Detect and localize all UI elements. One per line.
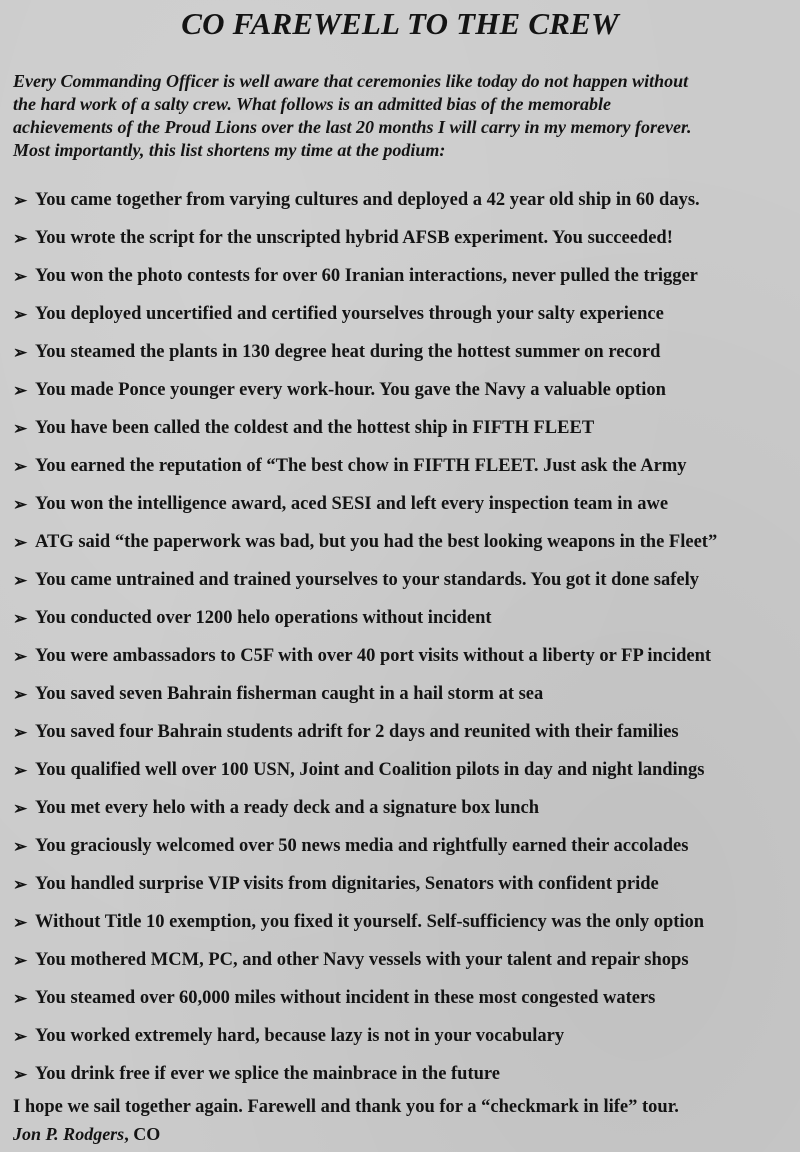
list-item	[13, 333, 800, 371]
list-item-text: You handled surprise VIP visits from dignitaries, Senators with confident pride	[35, 873, 659, 894]
list-item	[13, 979, 800, 1017]
list-item-text: You came untrained and trained yourselves to your standards. You got it done safely	[35, 569, 699, 590]
list-item	[13, 257, 800, 295]
arrow-bullet-icon: ➢	[13, 988, 28, 1008]
list-item	[13, 409, 800, 447]
list-item-text: You graciously welcomed over 50 news media and rightfully earned their accolades	[35, 835, 689, 856]
list-item	[13, 941, 800, 979]
achievement-list	[13, 181, 800, 1093]
list-item-text: You earned the reputation of “The best chow in FIFTH FLEET. Just ask the Army	[35, 455, 687, 476]
arrow-bullet-icon: ➢	[13, 684, 28, 704]
list-item	[13, 865, 800, 903]
list-item-text: You steamed over 60,000 miles without incident in these most congested waters	[35, 987, 656, 1008]
list-item	[13, 599, 800, 637]
list-item	[13, 447, 800, 485]
arrow-bullet-icon: ➢	[13, 570, 28, 590]
arrow-bullet-icon: ➢	[13, 912, 28, 932]
arrow-bullet-icon: ➢	[13, 646, 28, 666]
signature-name: Jon P. Rodgers	[13, 1124, 125, 1144]
list-item-text: You were ambassadors to C5F with over 40 port visits without a liberty or FP incident	[35, 645, 712, 666]
list-item-text: You met every helo with a ready deck and a signature box lunch	[35, 797, 539, 818]
list-item	[13, 637, 800, 675]
list-item-text: You mothered MCM, PC, and other Navy vessels with your talent and repair shops	[35, 949, 689, 970]
list-item-text: ATG said “the paperwork was bad, but you had the best looking weapons in the Fleet”	[35, 531, 718, 552]
list-item-text: You saved seven Bahrain fisherman caught in a hail storm at sea	[35, 683, 544, 704]
list-item	[13, 675, 800, 713]
intro-line: Most importantly, this list shortens my time at the podium:	[13, 140, 446, 160]
intro-paragraph	[13, 70, 800, 162]
list-item-text: Without Title 10 exemption, you fixed it yourself. Self-sufficiency was the only option	[35, 911, 705, 932]
list-item	[13, 713, 800, 751]
arrow-bullet-icon: ➢	[13, 304, 28, 324]
arrow-bullet-icon: ➢	[13, 380, 28, 400]
arrow-bullet-icon: ➢	[13, 1026, 28, 1046]
list-item	[13, 1055, 800, 1093]
arrow-bullet-icon: ➢	[13, 494, 28, 514]
list-item-text: You drink free if ever we splice the mainbrace in the future	[35, 1063, 501, 1084]
list-item-text: You wrote the script for the unscripted hybrid AFSB experiment. You succeeded!	[35, 227, 673, 248]
list-item-text: You won the intelligence award, aced SESI and left every inspection team in awe	[35, 493, 669, 514]
arrow-bullet-icon: ➢	[13, 228, 28, 248]
page-title: CO FAREWELL TO THE CREW	[181, 6, 619, 41]
list-item	[13, 371, 800, 409]
list-item	[13, 561, 800, 599]
arrow-bullet-icon: ➢	[13, 608, 28, 628]
arrow-bullet-icon: ➢	[13, 722, 28, 742]
list-item-text: You came together from varying cultures and deployed a 42 year old ship in 60 days.	[35, 189, 700, 210]
list-item	[13, 751, 800, 789]
list-item	[13, 789, 800, 827]
list-item-text: You made Ponce younger every work-hour. You gave the Navy a valuable option	[35, 379, 666, 400]
intro-line: the hard work of a salty crew. What follows is an admitted bias of the memorable	[13, 94, 612, 114]
arrow-bullet-icon: ➢	[13, 190, 28, 210]
list-item	[13, 181, 800, 219]
list-item-text: You won the photo contests for over 60 Iranian interactions, never pulled the trigger	[35, 265, 698, 286]
list-item	[13, 485, 800, 523]
arrow-bullet-icon: ➢	[13, 532, 28, 552]
arrow-bullet-icon: ➢	[13, 342, 28, 362]
list-item-text: You conducted over 1200 helo operations without incident	[35, 607, 492, 628]
list-item-text: You saved four Bahrain students adrift for 2 days and reunited with their families	[35, 721, 679, 742]
signature-role: , CO	[124, 1124, 161, 1144]
list-item	[13, 523, 800, 561]
arrow-bullet-icon: ➢	[13, 266, 28, 286]
intro-line: Every Commanding Officer is well aware that ceremonies like today do not happen without	[13, 71, 689, 91]
list-item	[13, 219, 800, 257]
intro-line: achievements of the Proud Lions over the last 20 months I will carry in my memory forever.	[13, 117, 692, 137]
list-item-text: You worked extremely hard, because lazy is not in your vocabulary	[35, 1025, 565, 1046]
list-item-text: You steamed the plants in 130 degree heat during the hottest summer on record	[35, 341, 661, 362]
list-item	[13, 295, 800, 333]
list-item	[13, 1017, 800, 1055]
arrow-bullet-icon: ➢	[13, 798, 28, 818]
arrow-bullet-icon: ➢	[13, 418, 28, 438]
arrow-bullet-icon: ➢	[13, 456, 28, 476]
closing-line: I hope we sail together again. Farewell and thank you for a “checkmark in life” tour.	[13, 1097, 679, 1117]
arrow-bullet-icon: ➢	[13, 836, 28, 856]
signature	[13, 1124, 160, 1145]
list-item-text: You have been called the coldest and the hottest ship in FIFTH FLEET	[35, 417, 595, 438]
arrow-bullet-icon: ➢	[13, 874, 28, 894]
arrow-bullet-icon: ➢	[13, 1064, 28, 1084]
list-item	[13, 903, 800, 941]
list-item	[13, 827, 800, 865]
arrow-bullet-icon: ➢	[13, 950, 28, 970]
arrow-bullet-icon: ➢	[13, 760, 28, 780]
list-item-text: You qualified well over 100 USN, Joint and Coalition pilots in day and night landings	[35, 759, 705, 780]
list-item-text: You deployed uncertified and certified yourselves through your salty experience	[35, 303, 664, 324]
